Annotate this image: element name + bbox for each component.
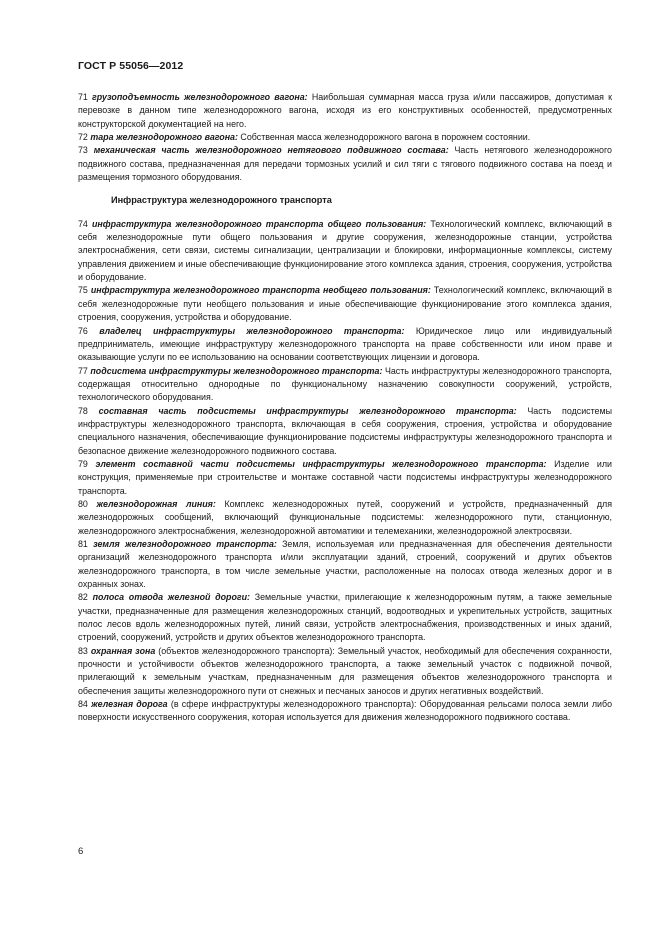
entries-before [78, 91, 612, 184]
document-header: ГОСТ Р 55056—2012 [78, 60, 184, 72]
definition-entry [78, 91, 612, 131]
definition-entry [78, 405, 612, 458]
entry-number: 73 [78, 145, 88, 156]
entries-after [78, 218, 612, 725]
entry-number: 75 [78, 285, 88, 296]
definition-entry [78, 144, 612, 184]
entry-term: инфраструктура железнодорожного транспорта общего пользования: [92, 218, 427, 229]
entry-term: земля железнодорожного транспорта: [93, 539, 277, 549]
entry-definition: (объектов железнодорожного транспорта): Земельный участок, необходимый для обеспечения сохранности, прочности и устойчивости объектов железнодорожного транспорта, а также земельный участок с подвижной почвой, прилегающий к земельным участкам, предназначенным для размещения объектов железнодорожного транспорта и обеспечения защиты железнодорожного пути от снежных и песчаных заносов и других негативных воздействий. [78, 645, 612, 696]
entry-term: владелец инфраструктуры железнодорожного транспорта: [99, 325, 405, 336]
definition-entry [78, 365, 612, 405]
entry-term: тара железнодорожного вагона: [90, 132, 238, 143]
definition-entry [78, 538, 612, 591]
definition-entry [78, 458, 612, 498]
entry-definition: Часть инфраструктуры железнодорожного транспорта, содержащая относительно однородные по функциональному назначению совокупности сооружений, устройств, технологического оборудования. [78, 365, 612, 403]
entry-term: составная часть подсистемы инфраструктуры железнодорожного транспорта: [98, 405, 517, 416]
entry-definition: Технологический комплекс, включающий в себя железнодорожные пути необщего пользования и иные обеспечивающие функционирование этого комплекса здания, строения, сооружения, устройства и оборудование. [78, 285, 613, 323]
entry-definition: Наибольшая суммарная масса груза и/или пассажиров, допустимая к перевозке в данном типе железнодорожного вагона, исходя из его конструктивных особенностей, предусмотренных конструкторской документацией на него. [78, 92, 613, 129]
entry-number: 74 [78, 218, 88, 229]
entry-number: 84 [78, 699, 88, 710]
entry-definition: Собственная масса железнодорожного вагона в порожнем состоянии. [240, 132, 531, 143]
definition-entry [78, 698, 612, 725]
entry-definition: Часть нетягового железнодорожного подвижного состава, предназначенная для передачи тормозных усилий и сил тяги с тягового подвижного состава на поезд и размещения тормозного оборудования. [78, 145, 612, 183]
entry-definition: Земельные участки, прилегающие к железнодорожным путям, а также земельные участки, предназначенные для размещения железнодорожных станций, водоотводных и укрепительных устройств, защитных полос лесов вдоль железнодорожных путей, линий связи, устройств электроснабжения, производственных и иных зданий, строений, сооружений, устройств и других объектов железнодорожного транспорта. [78, 592, 613, 643]
entry-number: 76 [78, 325, 88, 336]
section-heading: Инфраструктура железнодорожного транспорта [111, 195, 332, 206]
entry-number: 71 [78, 92, 88, 102]
entry-term: железная дорога [91, 699, 168, 710]
entry-term: подсистема инфраструктуры железнодорожного транспорта: [90, 365, 383, 376]
definition-entry [78, 284, 612, 324]
entry-number: 78 [78, 405, 88, 416]
entry-definition: Технологический комплекс, включающий в себя железнодорожные пути общего пользования и другие сооружения, железнодорожные станции, устройства электроснабжения, сети связи, системы сигнализации, централизации и блокировки, информационные комплексы, систему управления движением и иные обеспечивающие функционирование этого комплекса здания, строения, сооружения, устройства и оборудование. [78, 218, 613, 283]
entry-definition: Земля, используемая или предназначенная для обеспечения деятельности организаций железнодорожного транспорта и/или эксплуатации зданий, строений, сооружений и других объектов железнодорожного транспорта, в том числе земельные участки, расположенные на полосах отвода железных дорог и в охранных зонах. [78, 539, 613, 590]
entry-definition: Юридическое лицо или индивидуальный предприниматель, имеющие инфраструктуру железнодорожного транспорта на праве собственности или ином праве и оказывающие услуги по ее использованию на основании соответствующих лицензии и договора. [78, 325, 613, 363]
entry-definition: Изделие или конструкция, применяемые при строительстве и монтаже составной части подсистемы инфраструктуры железнодорожного транспорта. [78, 458, 612, 496]
entry-term: грузоподъемность железнодорожного вагона: [92, 92, 308, 102]
entry-term: инфраструктура железнодорожного транспорта необщего пользования: [90, 285, 431, 296]
definition-entry [78, 325, 612, 365]
entry-term: механическая часть железнодорожного нетягового подвижного состава: [93, 145, 449, 156]
entry-definition: (в сфере инфраструктуры железнодорожного транспорта): Оборудованная рельсами полоса земли либо поверхности искусственного сооружения, которая используется для движения железнодорожного подвижного состава. [78, 699, 613, 723]
entry-number: 81 [78, 539, 88, 549]
definition-entry [78, 591, 612, 644]
entry-number: 83 [78, 645, 88, 656]
definition-entry [78, 498, 612, 538]
entry-definition: Часть подсистемы инфраструктуры железнодорожного транспорта, включающая в себя сооружения, строения, устройства и оборудование специального назначения, обеспечивающие функционирование подсистемы инфраструктуры железнодорожного транспорта и безопасное движение железнодорожного подвижного состава. [78, 405, 612, 456]
entry-term: железнодорожная линия: [96, 498, 216, 509]
entry-number: 77 [78, 365, 88, 376]
entry-number: 80 [78, 498, 88, 509]
entry-definition: Комплекс железнодорожных путей, сооружений и устройств, предназначенный для железнодорожных сообщений, включающий функциональные подсистемы: железнодорожного пути, станционную, железнодорожного электроснабжения, железнодорожной автоматики и телемеханики, железнодорожной электросвязи. [78, 498, 613, 536]
entry-number: 82 [78, 592, 88, 603]
page-number: 6 [78, 846, 84, 857]
entry-term: полоса отвода железной дороги: [92, 592, 251, 603]
definition-entry [78, 218, 612, 285]
definition-entry [78, 131, 612, 144]
definition-entry [78, 645, 612, 698]
entry-term: охранная зона [90, 645, 156, 656]
entry-number: 79 [78, 458, 88, 469]
document-body [78, 91, 612, 725]
entry-number: 72 [78, 132, 88, 143]
entry-term: элемент составной части подсистемы инфраструктуры железнодорожного транспорта: [95, 458, 547, 469]
